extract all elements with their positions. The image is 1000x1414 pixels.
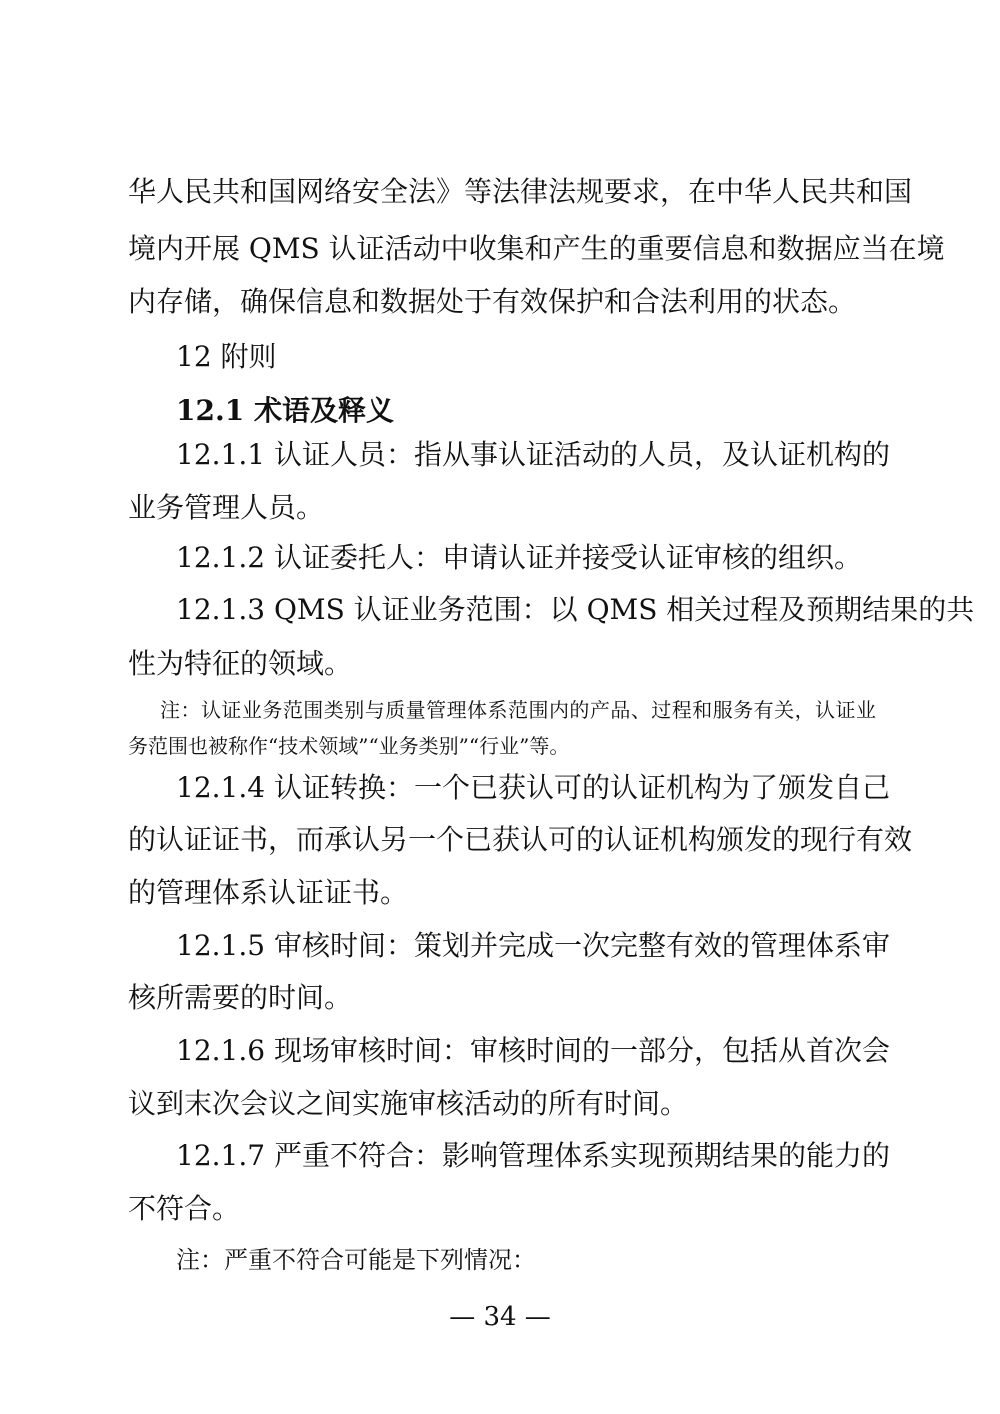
term-line: 12.1.4 认证转换：一个已获认可的认证机构为了颁发自己 bbox=[176, 771, 890, 804]
term-line: 议到末次会议之间实施审核活动的所有时间。 bbox=[128, 1087, 689, 1120]
term-line: 12.1.6 现场审核时间：审核时间的一部分，包括从首次会 bbox=[176, 1034, 890, 1067]
term-line: 12.1.1 认证人员：指从事认证活动的人员，及认证机构的 bbox=[176, 438, 890, 471]
note-line: 注：严重不符合可能是下列情况： bbox=[176, 1246, 536, 1274]
term-line: 核所需要的时间。 bbox=[128, 981, 353, 1014]
term-line: 12.1.2 认证委托人：申请认证并接受认证审核的组织。 bbox=[176, 541, 862, 574]
term-line: 性为特征的领域。 bbox=[128, 647, 353, 680]
term-line: 12.1.5 审核时间：策划并完成一次完整有效的管理体系审 bbox=[176, 929, 890, 962]
term-line: 12.1.7 严重不符合：影响管理体系实现预期结果的能力的 bbox=[176, 1139, 890, 1172]
section-heading: 12 附则 bbox=[176, 340, 277, 373]
body-line: 华人民共和国网络安全法》等法律法规要求，在中华人民共和国 bbox=[128, 175, 913, 208]
term-line: 的管理体系认证证书。 bbox=[128, 876, 409, 909]
note-line: 注：认证业务范围类别与质量管理体系范围内的产品、过程和服务有关，认证业 bbox=[160, 698, 876, 722]
body-line: 内存储，确保信息和数据处于有效保护和合法利用的状态。 bbox=[128, 285, 857, 318]
note-line: 务范围也被称作“技术领域”“业务类别”“行业”等。 bbox=[128, 734, 570, 758]
term-line: 的认证证书，而承认另一个已获认可的认证机构颁发的现行有效 bbox=[128, 823, 913, 856]
page-number: — 34 — bbox=[449, 1302, 551, 1332]
term-line: 业务管理人员。 bbox=[128, 491, 325, 524]
term-line: 12.1.3 QMS 认证业务范围：以 QMS 相关过程及预期结果的共 bbox=[176, 593, 975, 626]
subsection-heading: 12.1 术语及释义 bbox=[176, 394, 394, 427]
term-line: 不符合。 bbox=[128, 1192, 241, 1225]
body-line: 境内开展 QMS 认证活动中收集和产生的重要信息和数据应当在境 bbox=[128, 232, 945, 265]
